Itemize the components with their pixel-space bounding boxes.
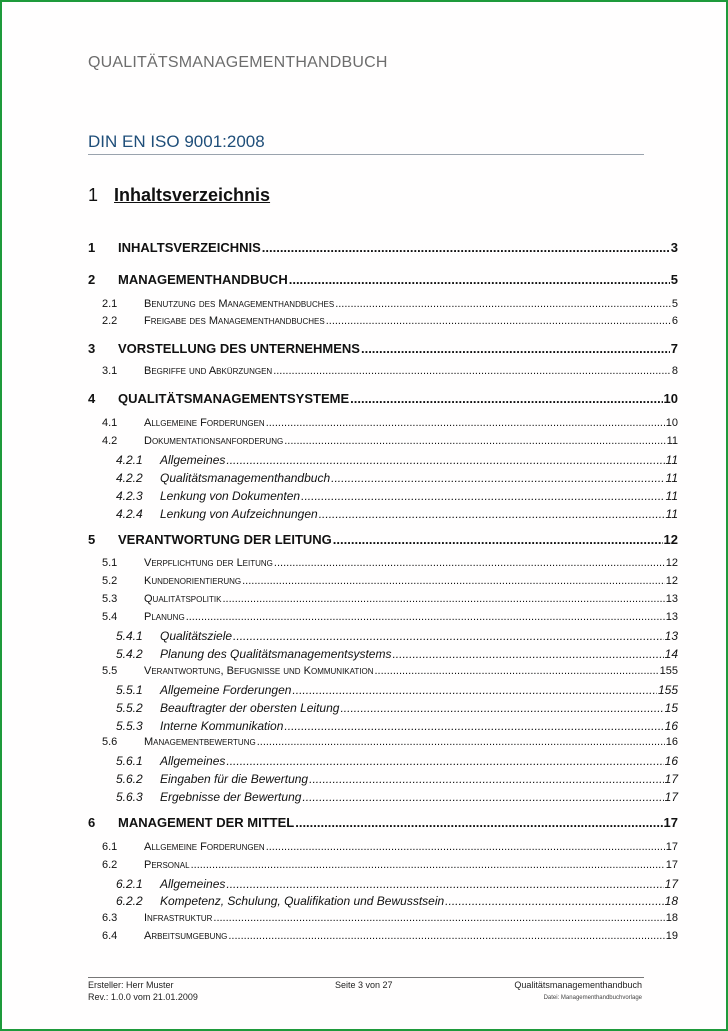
footer-page-number: Seite 3 von 27 — [335, 980, 393, 990]
toc-entry-number: 5.3 — [102, 593, 118, 605]
toc-entry-number: 4 — [88, 391, 96, 406]
toc-entry-level1[interactable] — [88, 532, 678, 547]
toc-entry-level2[interactable] — [88, 557, 678, 569]
toc-entry-level3[interactable] — [88, 647, 678, 661]
toc-entry-number: 5.6.3 — [116, 790, 143, 804]
toc-entry-title: Infrastruktur — [144, 912, 213, 924]
toc-entry-page: 18 — [665, 912, 678, 924]
toc-dot-leader — [226, 453, 664, 467]
toc-entry-level1[interactable] — [88, 391, 678, 406]
toc-dot-leader — [301, 489, 664, 503]
toc-entry-page: 11 — [665, 489, 678, 503]
toc-entry-title: Kundenorientierung — [144, 575, 242, 587]
toc-entry-number: 6.2.2 — [116, 894, 143, 908]
toc-dot-leader — [375, 665, 659, 677]
toc-entry-number: 4.2.3 — [116, 489, 143, 503]
toc-entry-number: 2.1 — [102, 298, 118, 310]
toc-dot-leader — [319, 507, 665, 521]
toc-entry-level3[interactable] — [88, 877, 678, 891]
toc-entry-title: Ergebnisse der Bewertung — [160, 790, 302, 804]
toc-dot-leader — [340, 701, 663, 715]
toc-dot-leader — [273, 365, 671, 377]
toc-entry-title: Allgemeine Forderungen — [160, 683, 292, 697]
toc-entry-page: 17 — [664, 772, 678, 786]
toc-entry-level1[interactable] — [88, 240, 678, 255]
toc-dot-leader — [186, 611, 665, 623]
toc-entry-page: 16 — [664, 754, 678, 768]
toc-entry-page: 5 — [671, 298, 678, 310]
toc-entry-number: 5.6.2 — [116, 772, 143, 786]
footer-revision: Rev.: 1.0.0 vom 21.01.2009 — [88, 992, 198, 1002]
toc-entry-title: Interne Kommunikation — [160, 719, 284, 733]
toc-entry-level2[interactable] — [88, 930, 678, 942]
toc-entry-number: 4.2.2 — [116, 471, 143, 485]
toc-dot-leader — [302, 790, 663, 804]
toc-dot-leader — [222, 593, 664, 605]
toc-entry-title: Personal — [144, 859, 190, 871]
toc-entry-page: 17 — [664, 790, 678, 804]
toc-entry-level3[interactable] — [88, 683, 678, 697]
toc-entry-page: 155 — [657, 683, 678, 697]
toc-entry-level2[interactable] — [88, 593, 678, 605]
toc-entry-level2[interactable] — [88, 912, 678, 924]
toc-dot-leader — [257, 736, 665, 748]
toc-entry-level2[interactable] — [88, 611, 678, 623]
toc-entry-level2[interactable] — [88, 315, 678, 327]
toc-entry-level3[interactable] — [88, 894, 678, 908]
toc-entry-page: 17 — [665, 841, 678, 853]
toc-entry-number: 5.4.1 — [116, 629, 143, 643]
toc-entry-level1[interactable] — [88, 815, 678, 830]
toc-entry-page: 15 — [664, 701, 678, 715]
toc-entry-page: 18 — [664, 894, 678, 908]
toc-entry-page: 8 — [671, 365, 678, 377]
toc-entry-title: VORSTELLUNG DES UNTERNEHMENS — [118, 341, 360, 356]
toc-heading-number: 1 — [88, 185, 99, 205]
toc-dot-leader — [295, 815, 662, 830]
footer-author: Ersteller: Herr Muster — [88, 980, 174, 990]
toc-entry-title: VERANTWORTUNG DER LEITUNG — [118, 532, 332, 547]
toc-entry-title: Allgemeine Forderungen — [144, 841, 265, 853]
toc-entry-title: Begriffe und Abkürzungen — [144, 365, 273, 377]
toc-dot-leader — [284, 435, 665, 447]
toc-dot-leader — [213, 912, 664, 924]
toc-dot-leader — [333, 532, 663, 547]
toc-dot-leader — [445, 894, 663, 908]
toc-entry-number: 5.2 — [102, 575, 118, 587]
toc-entry-number: 6.4 — [102, 930, 118, 942]
toc-entry-page: 11 — [665, 471, 678, 485]
toc-dot-leader — [326, 315, 671, 327]
toc-entry-page: 155 — [659, 665, 678, 677]
toc-entry-number: 4.1 — [102, 417, 118, 429]
toc-entry-number: 6.2.1 — [116, 877, 143, 891]
toc-entry-level3[interactable] — [88, 453, 678, 467]
toc-entry-page: 17 — [663, 815, 678, 830]
toc-entry-page: 10 — [663, 391, 678, 406]
toc-entry-number: 3.1 — [102, 365, 118, 377]
toc-entry-title: Managementbewertung — [144, 736, 256, 748]
toc-heading-title: Inhaltsverzeichnis — [114, 185, 271, 205]
toc-entry-number: 4.2.4 — [116, 507, 143, 521]
toc-entry-page: 7 — [670, 341, 678, 356]
toc-dot-leader — [242, 575, 665, 587]
toc-dot-leader — [274, 557, 665, 569]
toc-entry-page: 12 — [665, 557, 678, 569]
toc-entry-title: Arbeitsumgebung — [144, 930, 228, 942]
toc-entry-number: 6.3 — [102, 912, 118, 924]
toc-entry-level3[interactable] — [88, 471, 678, 485]
toc-entry-number: 5.1 — [102, 557, 118, 569]
toc-entry-title: Planung — [144, 611, 185, 623]
toc-entry-level3[interactable] — [88, 507, 678, 521]
document-title: DIN EN ISO 9001:2008 — [88, 132, 644, 155]
toc-entry-page: 11 — [665, 453, 678, 467]
toc-dot-leader — [266, 841, 665, 853]
toc-entry-page: 17 — [664, 877, 678, 891]
footer-divider — [88, 977, 644, 978]
toc-dot-leader — [292, 683, 657, 697]
toc-entry-level1[interactable] — [88, 272, 678, 287]
toc-entry-title: Verpflichtung der Leitung — [144, 557, 273, 569]
footer-document-name: Qualitätsmanagementhandbuch — [514, 980, 642, 990]
toc-dot-leader — [289, 272, 670, 287]
toc-entry-level2[interactable] — [88, 841, 678, 853]
toc-entry-page: 11 — [666, 435, 678, 447]
toc-entry-number: 5.5.3 — [116, 719, 143, 733]
toc-entry-page: 16 — [664, 719, 678, 733]
toc-entry-level2[interactable] — [88, 665, 678, 677]
toc-entry-page: 11 — [665, 507, 678, 521]
toc-entry-title: Kompetenz, Schulung, Qualifikation und Bewusstsein — [160, 894, 445, 908]
toc-entry-page: 10 — [665, 417, 678, 429]
toc-dot-leader — [350, 391, 662, 406]
toc-entry-level2[interactable] — [88, 365, 678, 377]
toc-dot-leader — [191, 859, 665, 871]
toc-entry-title: Allgemeines — [160, 453, 226, 467]
toc-entry-number: 5 — [88, 532, 96, 547]
toc-entry-title: MANAGEMENT DER MITTEL — [118, 815, 295, 830]
toc-entry-page: 12 — [663, 532, 678, 547]
toc-dot-leader — [266, 417, 665, 429]
toc-entry-title: Beauftragter der obersten Leitung — [160, 701, 340, 715]
toc-entry-page: 3 — [670, 240, 678, 255]
toc-entry-title: Allgemeines — [160, 877, 226, 891]
toc-entry-number: 5.5.1 — [116, 683, 143, 697]
toc-entry-number: 6.1 — [102, 841, 118, 853]
toc-entry-level2[interactable] — [88, 859, 678, 871]
toc-entry-number: 4.2.1 — [116, 453, 143, 467]
toc-entry-number: 2.2 — [102, 315, 118, 327]
toc-dot-leader — [284, 719, 663, 733]
toc-entry-title: Qualitätspolitik — [144, 593, 222, 605]
page-header-title: QUALITÄTSMANAGEMENTHANDBUCH — [88, 54, 388, 71]
toc-entry-title: Planung des Qualitätsmanagementsystems — [160, 647, 392, 661]
toc-entry-number: 2 — [88, 272, 96, 287]
toc-entry-level3[interactable] — [88, 701, 678, 715]
toc-entry-number: 1 — [88, 240, 96, 255]
toc-entry-page: 5 — [670, 272, 678, 287]
toc-entry-level2[interactable] — [88, 575, 678, 587]
toc-entry-title: Qualitätsziele — [160, 629, 233, 643]
toc-dot-leader — [335, 298, 671, 310]
toc-entry-number: 4.2 — [102, 435, 118, 447]
toc-dot-leader — [392, 647, 663, 661]
toc-entry-page: 6 — [671, 315, 678, 327]
toc-entry-title: INHALTSVERZEICHNIS — [118, 240, 261, 255]
toc-entry-title: Freigabe des Managementhandbuches — [144, 315, 325, 327]
toc-entry-number: 5.4 — [102, 611, 118, 623]
toc-entry-level3[interactable] — [88, 489, 678, 503]
toc-entry-title: MANAGEMENTHANDBUCH — [118, 272, 288, 287]
toc-dot-leader — [233, 629, 664, 643]
toc-entry-number: 6 — [88, 815, 96, 830]
toc-entry-page: 13 — [665, 593, 678, 605]
toc-entry-title: Qualitätsmanagementhandbuch — [160, 471, 331, 485]
toc-entry-level2[interactable] — [88, 298, 678, 310]
toc-entry-page: 17 — [665, 859, 678, 871]
toc-entry-title: Eingaben für die Bewertung — [160, 772, 309, 786]
toc-entry-page: 12 — [665, 575, 678, 587]
toc-entry-level3[interactable] — [88, 772, 678, 786]
toc-dot-leader — [331, 471, 664, 485]
toc-dot-leader — [228, 930, 664, 942]
footer-file-name: Datei: Managementhandbuchvorlage — [543, 995, 642, 1001]
toc-entry-title: Verantwortung, Befugnisse und Kommunikation — [144, 665, 374, 677]
toc-entry-level2[interactable] — [88, 417, 678, 429]
toc-entry-level2[interactable] — [88, 736, 678, 748]
toc-dot-leader — [361, 341, 670, 356]
toc-entry-title: Lenkung von Aufzeichnungen — [160, 507, 318, 521]
toc-entry-level3[interactable] — [88, 719, 678, 733]
toc-heading — [88, 185, 270, 206]
toc-entry-title: QUALITÄTSMANAGEMENTSYSTEME — [118, 391, 350, 406]
toc-entry-level3[interactable] — [88, 790, 678, 804]
toc-entry-page: 13 — [665, 611, 678, 623]
toc-entry-number: 6.2 — [102, 859, 118, 871]
toc-dot-leader — [262, 240, 670, 255]
toc-entry-page: 16 — [665, 736, 678, 748]
toc-entry-title: Dokumentationsanforderung — [144, 435, 284, 447]
toc-entry-number: 3 — [88, 341, 96, 356]
toc-entry-title: Lenkung von Dokumenten — [160, 489, 301, 503]
toc-entry-number: 5.5 — [102, 665, 118, 677]
toc-dot-leader — [309, 772, 664, 786]
toc-dot-leader — [226, 877, 663, 891]
toc-entry-title: Allgemeine Forderungen — [144, 417, 265, 429]
toc-entry-number: 5.6.1 — [116, 754, 143, 768]
toc-entry-level1[interactable] — [88, 341, 678, 356]
toc-entry-title: Allgemeines — [160, 754, 226, 768]
toc-entry-number: 5.6 — [102, 736, 118, 748]
toc-entry-number: 5.5.2 — [116, 701, 143, 715]
toc-entry-page: 19 — [665, 930, 678, 942]
toc-entry-page: 14 — [664, 647, 678, 661]
toc-entry-level2[interactable] — [88, 435, 678, 447]
toc-entry-number: 5.4.2 — [116, 647, 143, 661]
toc-entry-level3[interactable] — [88, 629, 678, 643]
toc-entry-level3[interactable] — [88, 754, 678, 768]
toc-dot-leader — [226, 754, 663, 768]
toc-entry-page: 13 — [664, 629, 678, 643]
toc-entry-title: Benutzung des Managementhandbuches — [144, 298, 335, 310]
